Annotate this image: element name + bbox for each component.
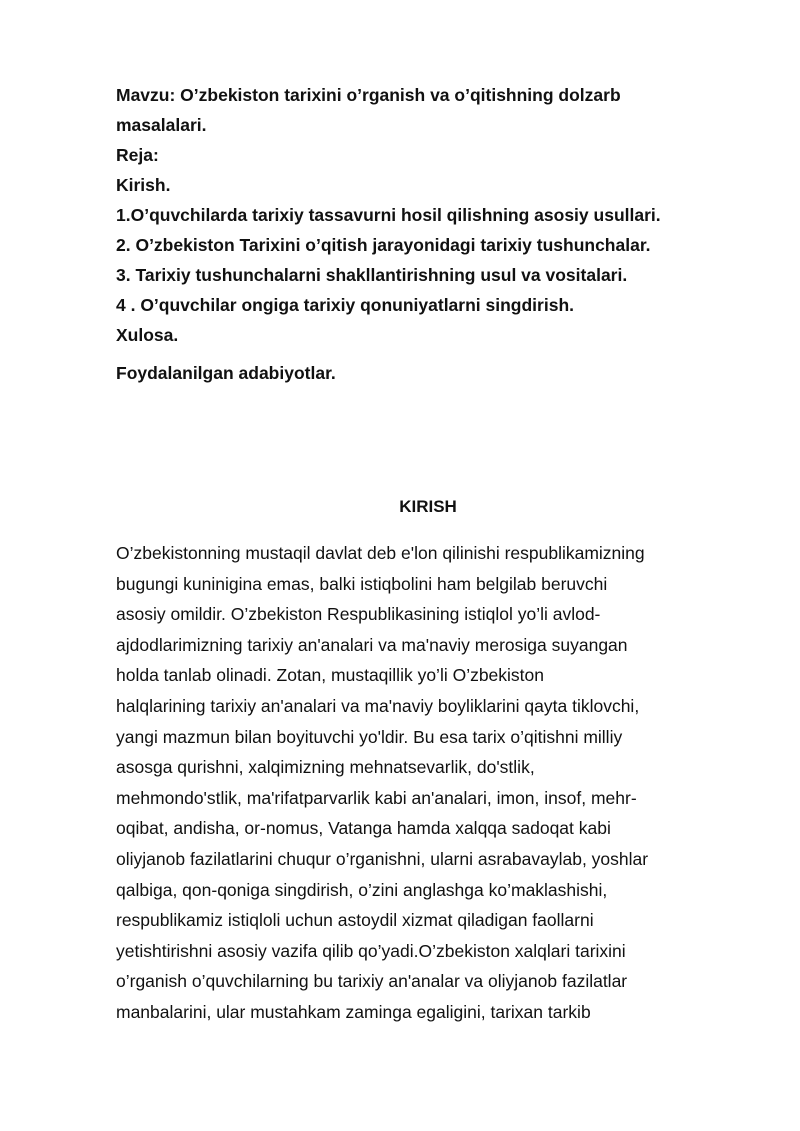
plan-item: 3. Tarixiy tushunchalarni shakllantirishning usul va vositalari. <box>116 265 628 285</box>
plan-item: 2. O’zbekiston Tarixini o’qitish jarayonidagi tarixiy tushunchalar. <box>116 235 651 255</box>
body-line: mehmondo'stlik, ma'rifatparvarlik kabi an'analari, imon, insof, mehr- <box>116 787 637 808</box>
plan-item: 1.O’quvchilarda tarixiy tassavurni hosil qilishning asosiy usullari. <box>116 205 661 225</box>
body-line: oqibat, andisha, or-nomus, Vatanga hamda xalqqa sadoqat kabi <box>116 818 611 839</box>
body-line: manbalarini, ular mustahkam zaminga egaligini, tarixan tarkib <box>116 1001 591 1022</box>
section-body <box>116 538 746 1028</box>
body-line: holda tanlab olinadi. Zotan, mustaqillik yo’li O’zbekiston <box>116 665 545 686</box>
body-line: o’rganish o’quvchilarning bu tarixiy an'analar va oliyjanob fazilatlar <box>116 971 628 992</box>
plan-label: Reja: <box>116 145 159 165</box>
body-line: respublikamiz istiqloli uchun astoydil xizmat qiladigan faollarni <box>116 910 594 931</box>
body-line: yetishtirishni asosiy vazifa qilib qo’yadi.O’zbekiston xalqlari tarixini <box>116 940 626 961</box>
plan-item: 4 . O’quvchilar ongiga tarixiy qonuniyatlarni singdirish. <box>116 295 574 315</box>
body-line: O’zbekistonning mustaqil davlat deb e'lon qilinishi respublikamizning <box>116 543 645 563</box>
section-heading: KIRISH <box>399 497 457 516</box>
body-line: ajdodlarimizning tarixiy an'analari va ma'naviy merosiga suyangan <box>116 634 628 655</box>
body-line: yangi mazmun bilan boyituvchi yo'ldir. Bu esa tarix o’qitishni milliy <box>116 726 623 747</box>
topic-title: Mavzu: O’zbekiston tarixini o’rganish va o’qitishning dolzarb masalalari. <box>116 85 621 135</box>
plan-references: Foydalanilgan adabiyotlar. <box>116 363 336 383</box>
body-line: halqlarining tarixiy an'analari va ma'naviy boyliklarini qayta tiklovchi, <box>116 695 640 716</box>
plan-intro: Kirish. <box>116 175 171 195</box>
plan-conclusion: Xulosa. <box>116 325 179 345</box>
plan-block <box>116 80 736 388</box>
body-line: asosiy omildir. O’zbekiston Respublikasining istiqlol yo’li avlod- <box>116 604 601 625</box>
body-line: bugungi kuninigina emas, balki istiqbolini ham belgilab beruvchi <box>116 573 608 594</box>
body-line: asosga qurishni, xalqimizning mehnatsevarlik, do'stlik, <box>116 757 535 778</box>
body-line: oliyjanob fazilatlarini chuqur o’rganishni, ularni asrabavaylab, yoshlar <box>116 848 649 869</box>
body-line: qalbiga, qon-qoniga singdirish, o’zini anglashga ko’maklashishi, <box>116 879 608 900</box>
